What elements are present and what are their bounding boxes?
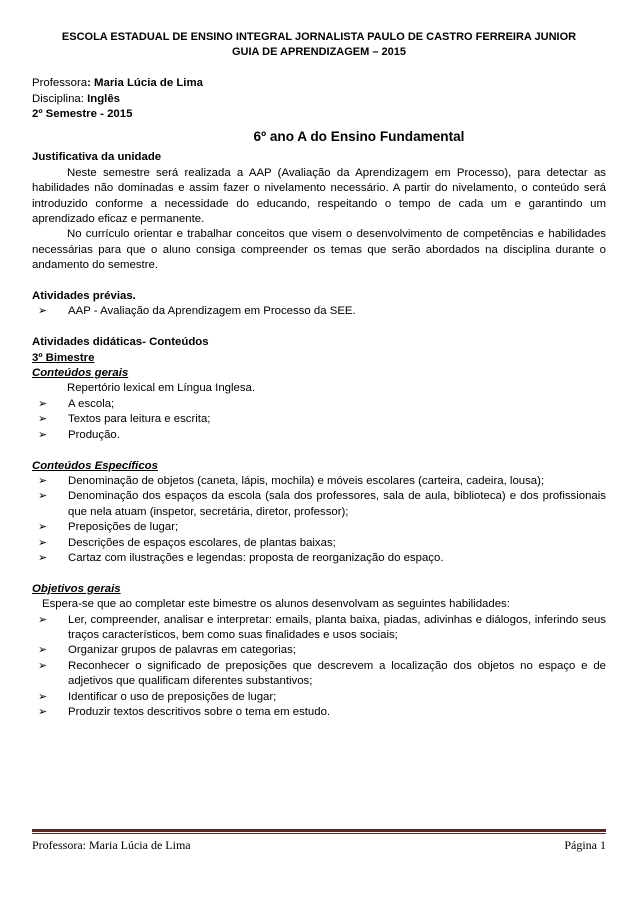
list-item: ➢ Identificar o uso de preposições de lugar;: [32, 690, 606, 705]
arrow-bullet-icon: ➢: [38, 474, 48, 487]
subject-label: Disciplina:: [32, 92, 88, 105]
justification-paragraph-1: Neste semestre será realizada a AAP (Avaliação da Aprendizagem em Processo), para detectar as habilidades não dominadas e assim fazer o nivelamento necessário. A partir do nivelamento, o conteúdo será introduzido conforme a necessidade do educando, respeitando o tempo de cada um e garantindo um aprendizado eficaz e permanente.: [32, 166, 606, 226]
footer-teacher: Professora: Maria Lúcia de Lima: [32, 838, 191, 852]
list-item: ➢ Produzir textos descritivos sobre o tema em estudo.: [32, 705, 606, 720]
general-contents-heading: Conteúdos gerais: [32, 367, 129, 380]
arrow-bullet-icon: ➢: [38, 490, 48, 503]
objectives-intro: Espera-se que ao completar este bimestre os alunos desenvolvam as seguintes habilidades:: [42, 598, 510, 611]
specific-contents-list: [32, 474, 606, 566]
arrow-bullet-icon: ➢: [38, 305, 48, 318]
page-content: [32, 30, 606, 720]
list-item: ➢ Denominação de objetos (caneta, lápis, mochila) e móveis escolares (carteira, cadeira, lousa);: [32, 474, 606, 489]
arrow-bullet-icon: ➢: [38, 413, 48, 426]
list-item: ➢ Reconhecer o significado de preposições que descrevem a localização dos objetos no espaço e de adjetivos que qualificam diferentes substantivos;: [38, 659, 606, 688]
footer-rule-thin: [32, 833, 606, 834]
list-item: ➢ Cartaz com ilustrações e legendas: proposta de reorganização do espaço.: [32, 551, 606, 566]
bimester-heading: 3º Bimestre: [32, 351, 95, 364]
list-item: ➢ Preposições de lugar;: [32, 520, 606, 535]
prior-activities-list: [32, 304, 606, 319]
arrow-bullet-icon: ➢: [38, 536, 48, 549]
teacher-label: Professora: [32, 77, 88, 90]
list-item: ➢ Produção.: [32, 428, 606, 443]
arrow-bullet-icon: ➢: [38, 521, 48, 534]
objectives-heading: Objetivos gerais: [32, 582, 121, 595]
list-item: ➢ Textos para leitura e escrita;: [32, 412, 606, 427]
list-item: ➢ Organizar grupos de palavras em categorias;: [32, 643, 606, 658]
semester-line: 2º Semestre - 2015: [32, 108, 133, 121]
footer-page-number: Página 1: [564, 838, 606, 852]
footer-rule-thick: [32, 829, 606, 832]
list-item: ➢ Ler, compreender, analisar e interpretar: emails, planta baixa, piadas, adivinhas e diálogos, inferindo seus traços característicos, bem como suas finalidades e usos sociais;: [38, 613, 606, 641]
list-item: ➢ AAP - Avaliação da Aprendizagem em Processo da SEE.: [32, 304, 606, 319]
arrow-bullet-icon: ➢: [38, 659, 48, 672]
list-item: ➢ Denominação dos espaços da escola (sala dos professores, sala de aula, biblioteca) e dos profissionais que nela atuam (inspetor, secretária, diretor, professor);: [38, 490, 606, 518]
prior-activities-heading: Atividades prévias.: [32, 290, 136, 303]
arrow-bullet-icon: ➢: [38, 644, 48, 657]
justification-heading: Justificativa da unidade: [32, 151, 162, 164]
general-contents-list: [32, 397, 606, 443]
arrow-bullet-icon: ➢: [38, 705, 48, 718]
teacher-line: [32, 76, 606, 91]
page-title: 6º ano A do Ensino Fundamental: [253, 129, 465, 145]
page-footer: [32, 838, 606, 853]
list-item: ➢ A escola;: [32, 397, 606, 412]
didactic-heading: Atividades didáticas- Conteúdos: [32, 336, 209, 349]
specific-contents-heading: Conteúdos Específicos: [32, 459, 158, 472]
arrow-bullet-icon: ➢: [38, 690, 48, 703]
subject-value: Inglês: [87, 92, 120, 105]
general-contents-intro: Repertório lexical em Língua Inglesa.: [67, 382, 256, 395]
teacher-value: : Maria Lúcia de Lima: [87, 77, 203, 90]
subject-line: [32, 92, 606, 107]
arrow-bullet-icon: ➢: [38, 551, 48, 564]
arrow-bullet-icon: ➢: [38, 428, 48, 441]
justification-paragraph-2: No currículo orientar e trabalhar conceitos que visem o desenvolvimento de competências e habilidades necessárias para que o aluno consiga compreender os temas que serão abordados na disciplina durante o andamento do semestre.: [32, 228, 606, 272]
list-item: ➢ Descrições de espaços escolares, de plantas baixas;: [32, 536, 606, 551]
objectives-list: [32, 613, 606, 721]
guide-title: GUIA DE APRENDIZAGEM – 2015: [231, 46, 406, 59]
arrow-bullet-icon: ➢: [38, 613, 48, 626]
arrow-bullet-icon: ➢: [38, 397, 48, 410]
school-name: ESCOLA ESTADUAL DE ENSINO INTEGRAL JORNALISTA PAULO DE CASTRO FERREIRA JUNIOR: [61, 31, 577, 43]
